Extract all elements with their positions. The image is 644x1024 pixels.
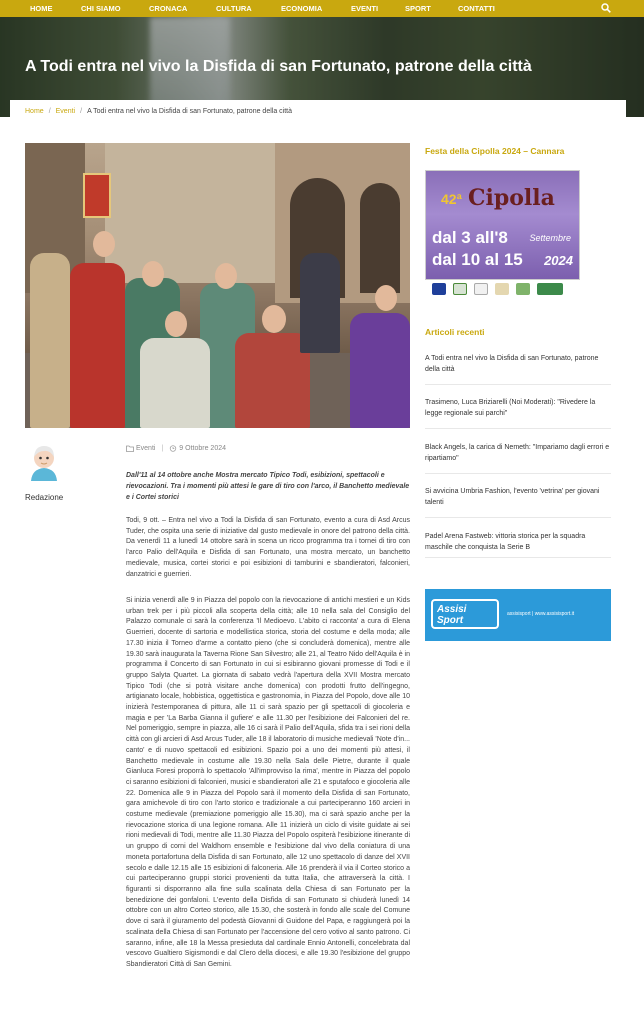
photo-arch	[360, 183, 400, 293]
banner-month: Settembre	[529, 233, 571, 243]
sidebar-festa-title: Festa della Cipolla 2024 – Cannara	[425, 146, 565, 156]
article-date: 9 Ottobre 2024	[179, 445, 226, 452]
nav-home[interactable]: HOME	[30, 4, 53, 13]
festa-cipolla-banner[interactable]	[425, 170, 580, 280]
article-paragraph: Todi, 9 ott. – Entra nel vivo a Todi la Disfida di san Fortunato, evento a cura di Asd Arcus Tuder, che ospita una serie di iniziative dal gusto medievale in onore del patrono della città. Da venerdì 11 a lunedì 14 ottobre sarà in scena un ricco programma tra i tornei di tiro con l'arco Palio dell'Aquila e Disfida di san Fortunato, una mostra mercato, un banchetto medievale, musica, cortei storici e poi esibizioni di tamburini e sbandieratori, falconieri, danzatrici e guerrieri.	[126, 517, 410, 578]
article-category[interactable]: Eventi	[136, 445, 156, 452]
article-meta	[126, 445, 226, 452]
nav-economia[interactable]: ECONOMIA	[281, 4, 323, 13]
region-logo-icon	[474, 283, 488, 295]
breadcrumb-current: A Todi entra nel vivo la Disfida di san Fortunato, patrone della città	[87, 107, 292, 115]
photo-building	[105, 143, 275, 283]
photo-figure	[300, 253, 340, 353]
photo-head	[165, 311, 187, 337]
sponsor-logo-icon	[495, 283, 509, 295]
meta-separator: |	[161, 445, 164, 452]
banner-dates-2: dal 10 al 15	[432, 250, 523, 269]
nav-chi-siamo[interactable]: CHI SIAMO	[81, 4, 121, 13]
photo-figure	[30, 253, 70, 428]
nav-eventi[interactable]: EVENTI	[351, 4, 379, 13]
assisi-sport-text: assisisport | www.assisisport.it	[507, 611, 575, 617]
recent-article-link[interactable]: Trasimeno, Luca Briziarelli (Noi Moderati): "Rivedere la legge regionale sui parchi"	[425, 397, 611, 429]
banner-year: 2024	[544, 253, 573, 268]
sponsor-logo-icon	[516, 283, 530, 295]
banner-dates-1: dal 3 all'8	[432, 228, 508, 247]
top-navigation	[0, 0, 644, 17]
search-icon[interactable]	[601, 3, 611, 13]
author-name[interactable]: Redazione	[25, 493, 64, 502]
banner-edition: 42ª	[441, 191, 462, 207]
photo-figure	[70, 263, 125, 428]
photo-figure	[350, 313, 410, 428]
photo-figure	[140, 338, 210, 428]
nav-cultura[interactable]: CULTURA	[216, 4, 252, 13]
photo-head	[262, 305, 286, 333]
recent-article-link[interactable]: Padel Arena Fastweb: vittoria storica per la squadra maschile che conquista la Serie B	[425, 531, 611, 558]
nav-sport[interactable]: SPORT	[405, 4, 431, 13]
photo-figure	[235, 333, 310, 428]
nav-contatti[interactable]: CONTATTI	[458, 4, 495, 13]
clock-icon	[169, 445, 177, 452]
nav-cronaca[interactable]: CRONACA	[149, 4, 188, 13]
sidebar-recent-title: Articoli recenti	[425, 327, 485, 337]
banner-name: Cipolla	[468, 185, 555, 211]
page-title: A Todi entra nel vivo la Disfida di san Fortunato, patrone della città	[25, 58, 532, 75]
breadcrumb-home[interactable]: Home	[25, 107, 44, 115]
article-paragraph: Si inizia venerdì alle 9 in Piazza del popolo con la rievocazione di antichi mestieri e un Kids urban trek per i più piccoli alla scoperta della città; alle 10 nella sala del Consiglio del Palazzo comunale ci sarà la conferenza 'Il Medioevo. L'abito ci racconta' a cura di Elena Guerrieri, docente di sartoria e modellistica storica, storia del costume e della moda; alle 17.30 inizia il Torneo d'arme a contatto pieno (che si concluderà domenica), mentre alle 19.30 sarà inaugurata la Taverna Rione San Silvestro; alle 21, al Teatro Nido dell'Aquila è in programma il Concerto di san Fortunato in cui si esibiranno giovani promesse di Todi e il gruppo Salyta Quartet. La giornata di sabato vedrà l'apertura della XVII Mostra mercato Tipico Todi (che si potrà visitare anche domenica) con prodotti frutto dell'ingegno, artigianato locale, hobbistica, oggettistica e gastronomia, in Piazza del Popolo, dove alle 10 inizierà l'estemporanea di pittura, alle 11 ci sarà spazio per gli spettacoli di giocoleria e magia e per 'La Barba Gianna il gufiere' e alle 11.30 per l'esibizione dei Falconieri del re. Nel pomeriggio, sempre in piazza, alle 16 ci sarà il Palio dell'Aquila, sfida tra i sei rioni della città con gli arcieri di Asd Arcus Tuder, alle 18 il laboratorio di musiche medievali 'Note d'in... canto' e di nuovo spettacoli ed esibizioni. Spazio poi a uno dei momenti più attesi, il Banchetto medievale in costume alle 19.30 nella Sala delle Pietre, durante il quale Gianluca Foresi proporrà lo spettacolo 'All'improvviso la rima', mentre in Piazza del popolo ci saranno esibizioni di falconieri, musici e sbandieratori alle 21 e sputafoco e giocoleria alle 22. Domenica alle 9 in Piazza del Popolo sarà il momento della Disfida di san Fortunato, gara amichevole di tiro con l'arto storico e tradizionale a cui parteciperanno 160 arcieri in costume medievale (premiazione pomeriggio alle 15.30), ma ci sarà spazio anche per la rievocazione storica di una legione romana. Alle 11 inizierà un ciclo di visite guidate ai sei rioni medievali di Todi, mentre alle 11.30 Piazza del Popolo ospiterà l'esibizione itinerante di un gruppo di corni del Waldhorn ensemble e l'esibizione dal vivo della coniatura di una moneta portafortuna della Disfida di san Fortunato, alle 12 uno spettacolo di danze del XVII secolo e dalle 12.15 alle 15 esibizioni di falconeria. Alle 16 prenderà il via il Corteo storico a cui parteciperanno gruppi storici provenienti da tutta Italia, che attraverserà la città. I figuranti si disporranno alla fine sulla scalinata della Chiesa di san Fortunato per la benedizione dei gonfaloni. L'evento della Disfida di san Fortunato si chiuderà lunedì 14 ottobre con un altro Corteo storico, alle 15.30, che sosterà in fondo alle scale del Comune dove ci sarà il giuramento del podestà Giovanni di Guidone del Papa, e raggiungerà poi la scalinata della Chiesa di san Fortunato per l'accensione del cero votivo al santo patrono. Ci saranno, infine, alle 18 la Messa presieduta dal cardinale Ennio Antonelli, concelebrata dal vescovo Gualtiero Sigismondi e dal Clero della diocesi, e alle 19.30 l'esibizione del gruppo Sbandieratori Città di San Gemini.	[126, 597, 410, 968]
photo-head	[375, 285, 397, 311]
sponsor-logo-icon	[537, 283, 563, 295]
italy-emblem-icon	[453, 283, 467, 295]
photo-head	[93, 231, 115, 257]
article-lead: Dall'11 al 14 ottobre anche Mostra mercato Tipico Todi, esibizioni, spettacoli e rievocazioni. Tra i momenti più attesi le gare di tiro con l'arco, il Banchetto medievale e i Cortei storici	[126, 472, 410, 501]
folder-icon	[126, 445, 134, 452]
photo-head	[142, 261, 164, 287]
breadcrumb-separator: /	[48, 107, 51, 115]
recent-article-link[interactable]: Si avvicina Umbria Fashion, l'evento 'vetrina' per giovani talenti	[425, 486, 611, 518]
recent-article-link[interactable]: A Todi entra nel vivo la Disfida di san Fortunato, patrone della città	[425, 353, 611, 385]
assisi-sport-logo: Assisi Sport	[431, 599, 499, 629]
breadcrumb	[10, 100, 626, 122]
recent-article-link[interactable]: Black Angels, la carica di Nemeth: "Impariamo dagli errori e ripartiamo"	[425, 442, 611, 474]
author-avatar	[27, 443, 61, 481]
assisi-sport-banner[interactable]	[425, 589, 611, 641]
sponsor-logos	[432, 283, 572, 297]
breadcrumb-eventi[interactable]: Eventi	[55, 107, 76, 115]
photo-heraldic-banner	[83, 173, 111, 218]
article-featured-image	[25, 143, 410, 428]
photo-head	[215, 263, 237, 289]
breadcrumb-separator: /	[80, 107, 83, 115]
eu-flag-icon	[432, 283, 446, 295]
